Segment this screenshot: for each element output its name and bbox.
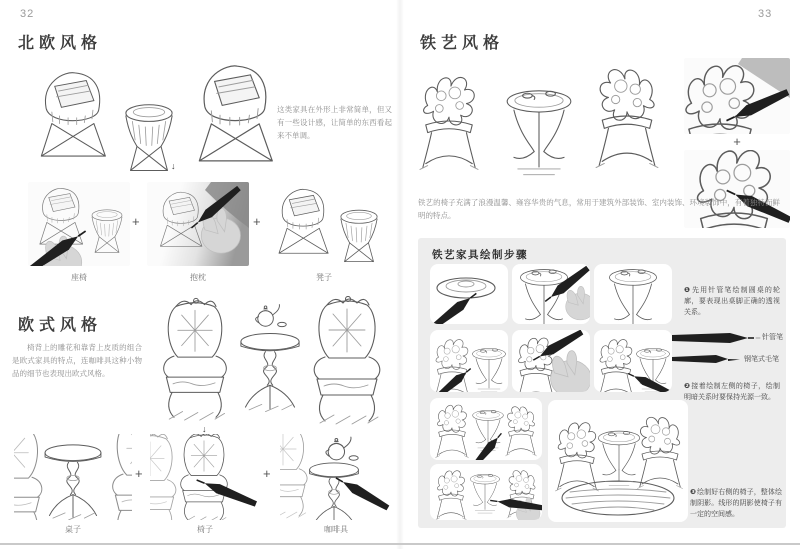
step-image — [430, 264, 508, 324]
part-label: 座椅 — [71, 273, 87, 282]
step-text-2 — [684, 381, 780, 403]
pen-icon — [471, 431, 505, 460]
plus-sign: + — [733, 134, 741, 149]
page-number: 33 — [758, 8, 773, 20]
hand-photo — [551, 351, 590, 392]
part-label: 咖啡具 — [324, 525, 348, 534]
steps-panel-title: 铁艺家具绘制步骤 — [432, 249, 528, 261]
page-right — [400, 0, 800, 549]
part-label: 桌子 — [65, 525, 81, 534]
steps-panel — [418, 238, 786, 528]
page-number: 32 — [20, 8, 35, 20]
step-body: 绘制好右侧的椅子，整体绘制阴影。线形的阴影使椅子有一定的空间感。 — [690, 489, 782, 519]
nordic-note: 这类家具在外形上非常简单，但又有一些设计感，让简单的东西看起来不单调。 — [277, 105, 392, 140]
iron-detail-photo-1 — [684, 58, 790, 134]
combine-arrow: ↓ — [202, 424, 207, 434]
plus-sign: + — [253, 214, 261, 229]
nordic-part-photo-cushion — [147, 182, 249, 266]
step-image — [430, 330, 508, 392]
iron-furniture-sketch — [414, 56, 666, 194]
part-label: 抱枕 — [190, 273, 206, 282]
step-image — [430, 398, 542, 460]
step-number: ❸ — [690, 489, 697, 496]
pen-icon — [435, 365, 473, 392]
section-heading-nordic: 北欧风格 — [18, 35, 103, 52]
hand-photo — [566, 286, 590, 320]
book-fold — [396, 0, 404, 549]
european-part-sketch-chair — [150, 434, 260, 520]
section-heading-european: 欧式风格 — [18, 317, 103, 334]
pen-icon — [626, 370, 672, 392]
nordic-part-photo-chair — [28, 182, 130, 266]
step-text-1 — [684, 285, 780, 319]
pen-icon — [333, 474, 390, 513]
european-part-sketch-table — [14, 434, 132, 520]
step-number: ❶ — [684, 287, 692, 294]
brush-pen-icon — [672, 355, 728, 363]
combine-arrow: ↓ — [171, 161, 176, 171]
section-heading-iron: 铁艺风格 — [420, 35, 505, 52]
nordic-furniture-sketch — [27, 58, 279, 176]
part-label: 椅子 — [197, 525, 213, 534]
iron-note: 铁艺的椅子充满了浪漫温馨、雍容华贵的气息，常用于建筑外部装饰、室内装饰、环境装饰中，有着独特而鲜明的特点。 — [418, 198, 780, 220]
pen-icon — [430, 290, 479, 324]
step-image — [594, 264, 672, 324]
fineliner-pen-icon — [672, 333, 748, 343]
european-furniture-sketch — [138, 296, 400, 426]
step-body: 先用针管笔绘制圆桌的轮廓，要表现出桌脚正确的透视关系。 — [684, 287, 780, 317]
nordic-part-sketch-stool — [266, 182, 382, 266]
part-label: 凳子 — [316, 273, 332, 282]
plus-sign: + — [135, 466, 143, 481]
plus-sign: + — [132, 214, 140, 229]
step-image-final — [548, 400, 688, 522]
step-image — [594, 330, 672, 392]
step-text-3 — [690, 487, 782, 521]
step-image — [512, 264, 590, 324]
european-part-sketch-coffee — [280, 434, 392, 520]
step-body: 接着绘制左侧的椅子，绘制明暗关系时要保持光源一致。 — [684, 383, 780, 402]
step-number: ❷ — [684, 383, 691, 390]
step-image — [430, 464, 542, 520]
page-bottom-edge — [0, 543, 800, 545]
step-image — [512, 330, 590, 392]
pen-icon — [724, 87, 790, 126]
plus-sign: + — [263, 466, 271, 481]
pen-label: 针管笔 — [762, 334, 783, 341]
european-note: 椅背上的雕花和靠背上皮质的组合是欧式家具的特点，连咖啡具这种小物品的细节也表现出欧式风格。 — [12, 343, 142, 378]
pen-label: 钢笔式毛笔 — [744, 356, 779, 363]
